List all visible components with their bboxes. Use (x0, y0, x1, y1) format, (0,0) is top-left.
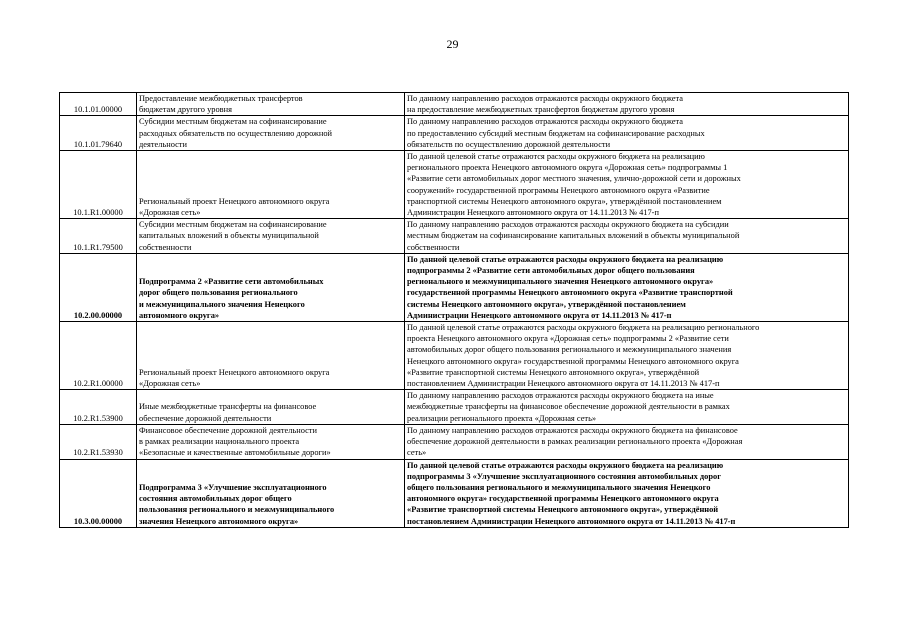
target-article-name (137, 219, 405, 254)
name-line: Предоставление межбюджетных трансфертов (139, 94, 303, 103)
description-line: транспортной системы Ненецкого автономного округа», утверждённой постановлением (407, 196, 722, 206)
description-line: По данному направлению расходов отражаются расходы окружного бюджета на иные (407, 391, 714, 401)
description-line: Ненецкого автономного округа» государственной программы Ненецкого автономного округа (407, 356, 739, 366)
description-line: По данной целевой статье отражаются расходы окружного бюджета на реализацию (407, 460, 724, 470)
description-line: межбюджетные трансферты на финансовое обеспечение дорожной деятельности в рамках (407, 402, 730, 412)
target-article-description (405, 322, 849, 390)
description-line: автомобильных дорог общего пользования регионального и межмуниципального значения (407, 345, 732, 355)
target-article-description (405, 219, 849, 254)
description-line: собственности (407, 242, 460, 252)
description-line: По данному направлению расходов отражаются расходы окружного бюджета на субсидии (407, 220, 729, 230)
target-article-description (405, 459, 849, 527)
target-article-name (137, 93, 405, 116)
name-line: деятельности (139, 139, 187, 149)
description-line: государственной программы Ненецкого автономного округа «Развитие транспортной (407, 288, 733, 298)
target-article-code: 10.2.R1.53930 (60, 424, 137, 459)
target-article-name (137, 151, 405, 219)
target-article-name (137, 253, 405, 321)
target-article-code: 10.2.R1.00000 (60, 322, 137, 390)
description-line: подпрограммы 2 «Развитие сети автомобильных дорог общего пользования (407, 266, 695, 276)
name-line: «Безопасные и качественные автомобильные дороги» (139, 448, 331, 458)
target-article-code: 10.1.01.00000 (60, 93, 137, 116)
budget-classification-table (59, 92, 849, 528)
description-line: системы Ненецкого автономного округа», утверждённой постановлением (407, 299, 686, 309)
table-row (60, 219, 849, 254)
description-line: общего пользования регионального и межмуниципального значения Ненецкого (407, 482, 711, 492)
name-line: Субсидии местным бюджетам на софинансирование (139, 220, 327, 230)
table-row (60, 253, 849, 321)
description-line: обязательств по осуществлению дорожной деятельности (407, 139, 611, 149)
description-line: регионального и межмуниципального значения Ненецкого автономного округа» (407, 277, 714, 287)
name-line: капитальных вложений в объекты муниципальной (139, 231, 319, 241)
page-number: 29 (446, 37, 459, 51)
description-line: «Развитие транспортной системы Ненецкого автономного округа», утверждённой (407, 505, 719, 515)
description-line: По данному направлению расходов отражаются расходы окружного бюджета (407, 94, 683, 103)
name-line: Подпрограмма 2 «Развитие сети автомобильных (139, 277, 324, 287)
name-line: Региональный проект Ненецкого автономного округа (139, 196, 330, 206)
name-line: обеспечение дорожной деятельности (139, 413, 272, 423)
target-article-description (405, 93, 849, 116)
table-row (60, 116, 849, 151)
description-line: По данному направлению расходов отражаются расходы окружного бюджета на финансовое (407, 425, 738, 435)
target-article-description (405, 253, 849, 321)
description-line: подпрограммы 3 «Улучшение эксплуатационного состояния автомобильных дорог (407, 471, 722, 481)
description-line: постановлением Администрации Ненецкого автономного округа от 14.11.2013 № 417-п (407, 516, 736, 526)
table-row (60, 459, 849, 527)
name-line: бюджетам другого уровня (139, 105, 232, 115)
name-line: автономного округа» (139, 310, 220, 320)
description-line: местным бюджетам на софинансирование капитальных вложений в объекты муниципальной (407, 231, 740, 241)
target-article-description (405, 390, 849, 425)
description-line: сеть» (407, 448, 427, 458)
target-article-code: 10.1.R1.00000 (60, 151, 137, 219)
target-article-code: 10.3.00.00000 (60, 459, 137, 527)
target-article-description (405, 116, 849, 151)
table-row (60, 93, 849, 116)
table-row (60, 151, 849, 219)
description-line: По данной целевой статье отражаются расходы окружного бюджета на реализацию (407, 254, 724, 264)
table-body (60, 93, 849, 528)
target-article-code: 10.1.R1.79500 (60, 219, 137, 254)
description-line: проекта Ненецкого автономного округа «Дорожная сеть» подпрограммы 2 «Развитие сети (407, 334, 729, 344)
description-line: По данной целевой статье отражаются расходы окружного бюджета на реализацию регионального (407, 323, 760, 333)
target-article-name (137, 322, 405, 390)
description-line: на предоставление межбюджетных трансфертов бюджетам другого уровня (407, 105, 675, 115)
description-line: реализации регионального проекта «Дорожная сеть» (407, 413, 597, 423)
target-article-description (405, 424, 849, 459)
name-line: Региональный проект Ненецкого автономного округа (139, 367, 330, 377)
target-article-name (137, 390, 405, 425)
table-row (60, 390, 849, 425)
target-article-description (405, 151, 849, 219)
description-line: сооружений» государственной программы Ненецкого автономного округа «Развитие (407, 185, 710, 195)
target-article-name (137, 459, 405, 527)
description-line: обеспечение дорожной деятельности в рамках реализации регионального проекта «Дорожная (407, 437, 743, 447)
name-line: Субсидии местным бюджетам на софинансирование (139, 117, 327, 127)
target-article-code: 10.2.00.00000 (60, 253, 137, 321)
name-line: «Дорожная сеть» (139, 379, 201, 389)
name-line: Финансовое обеспечение дорожной деятельности (139, 425, 317, 435)
name-line: собственности (139, 242, 192, 252)
name-line: в рамках реализации национального проекта (139, 437, 300, 447)
description-line: по предоставлению субсидий местным бюджетам на софинансирование расходных (407, 128, 705, 138)
name-line: и межмуниципального значения Ненецкого (139, 299, 305, 309)
name-line: Иные межбюджетные трансферты на финансовое (139, 402, 317, 412)
description-line: По данной целевой статье отражаются расходы окружного бюджета на реализацию (407, 152, 705, 162)
name-line: Подпрограмма 3 «Улучшение эксплуатационного (139, 482, 327, 492)
table-row (60, 322, 849, 390)
description-line: Администрации Ненецкого автономного округа от 14.11.2013 № 417-п (407, 310, 672, 320)
name-line: значения Ненецкого автономного округа» (139, 516, 299, 526)
target-article-code: 10.1.01.79640 (60, 116, 137, 151)
description-line: постановлением Администрации Ненецкого автономного округа от 14.11.2013 № 417-п (407, 379, 720, 389)
description-line: «Развитие транспортной системы Ненецкого автономного округа», утверждённой (407, 367, 700, 377)
name-line: дорог общего пользования регионального (139, 288, 298, 298)
description-line: автономного округа» государственной программы Ненецкого автономного округа (407, 494, 719, 504)
description-line: «Развитие сети автомобильных дорог местного значения, улично-дорожной сети и дорожных (407, 174, 741, 184)
target-article-name (137, 424, 405, 459)
description-line: регионального проекта Ненецкого автономного округа «Дорожная сеть» подпрограммы 1 (407, 163, 728, 173)
description-line: По данному направлению расходов отражаются расходы окружного бюджета (407, 117, 683, 127)
name-line: пользования регионального и межмуниципального (139, 505, 335, 515)
name-line: расходных обязательств по осуществлению дорожной (139, 128, 332, 138)
table-row (60, 424, 849, 459)
name-line: состояния автомобильных дорог общего (139, 494, 292, 504)
description-line: Администрации Ненецкого автономного округа от 14.11.2013 № 417-п (407, 208, 659, 218)
target-article-code: 10.2.R1.53900 (60, 390, 137, 425)
target-article-name (137, 116, 405, 151)
name-line: «Дорожная сеть» (139, 208, 201, 218)
